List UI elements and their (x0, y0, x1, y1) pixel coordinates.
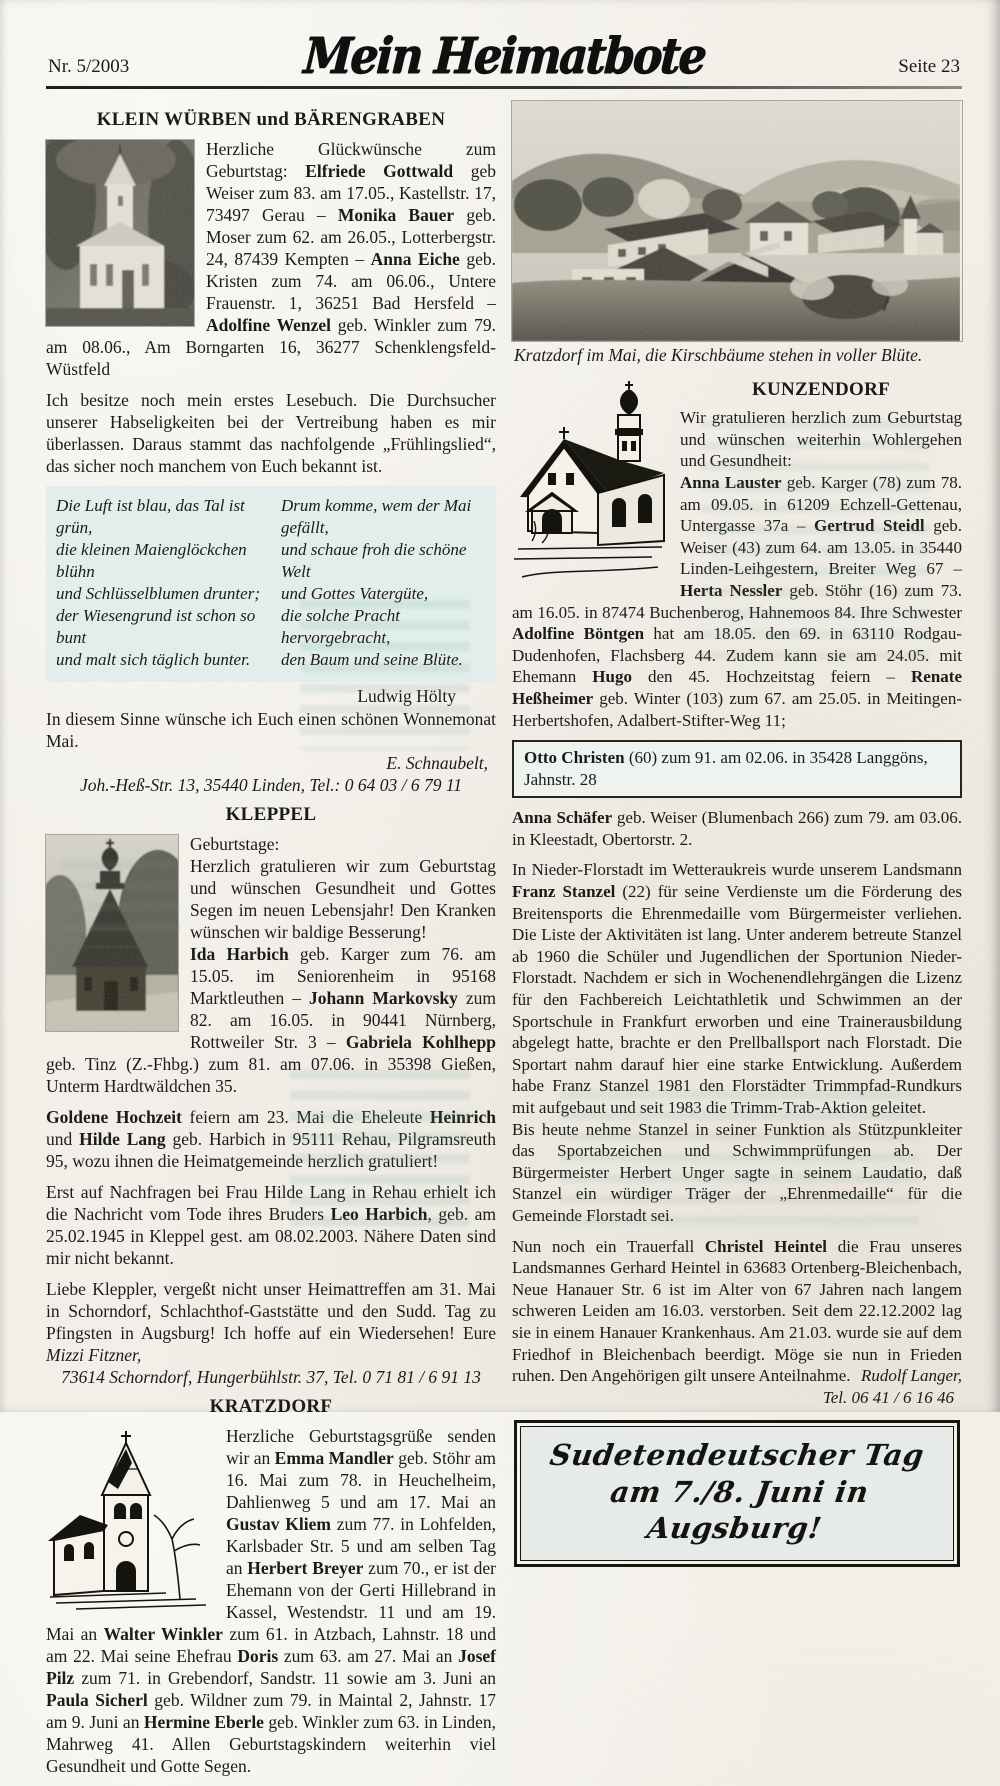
village-photo-kratzdorf (512, 101, 962, 341)
section-title-kunzendorf: KUNZENDORF (751, 378, 891, 400)
church-drawing-kratzdorf (46, 1427, 214, 1615)
franz-stanzel-paragraph-2: Bis heute nehme Stanzel in seiner Funktion als Stützpunkleiter das Sportabzeichen und Schwimmprüfungen ab. Der Bürgermeister Herbert Unger sagte in seinem Laudatio, daß Stanzel ein würdiger Träger der „Ehrenmedaille“ für die Gemeinde Florstadt sei. (512, 1119, 962, 1225)
obituary-phone: Tel. 06 41 / 6 16 46 (822, 1387, 954, 1407)
header-rule (46, 86, 962, 89)
otto-christen-text: Otto Christen (60) zum 91. am 02.06. in 35428 Langgöns, Jahnstr. 28 (524, 748, 928, 789)
signature-name: E. Schnaubelt, (386, 753, 488, 773)
left-column (46, 101, 496, 1786)
church-photo-klein-wuerben (46, 140, 194, 326)
banner-line-2: am 7./8. Juni in Augsburg! (608, 1474, 871, 1545)
issue-number: Nr. 5/2003 (48, 56, 130, 77)
kleppel-signature: 73614 Schorndorf, Hungerbühlstr. 37, Tel. 0 71 81 / 6 91 13 (61, 1367, 481, 1387)
church-drawing-kunzendorf (512, 381, 668, 595)
columns (46, 101, 962, 1786)
section-title-klein-wuerben: KLEIN WÜRBEN und BÄRENGRABEN (96, 109, 446, 130)
banner-inner (520, 1426, 954, 1561)
banner-line-1: Sudetendeutscher Tag (547, 1438, 927, 1473)
photo-caption: Kratzdorf im Mai, die Kirschbäume stehen in voller Blüte. (514, 345, 923, 365)
poem-author: Ludwig Hölty (357, 686, 456, 706)
anna-schaefer-paragraph: Anna Schäfer geb. Weiser (Blumenbach 266) zum 79. am 03.06. in Kleestadt, Obertorstr. 2. (512, 808, 962, 849)
golden-wedding-paragraph: Goldene Hochzeit feiern am 23. Mai die Eheleute Heinrich und Hilde Lang geb. Harbich in 95111 Rehau, Pilgramsreuth 95, wozu ihnen die Heimatgemeinde herzlich gratuliert! (46, 1107, 496, 1171)
right-column (512, 101, 962, 1786)
wish-line: In diesem Sinne wünsche ich Euch einen schönen Wonnemonat Mai. (46, 709, 496, 751)
poem-stanza-left: Die Luft ist blau, das Tal ist grün, die kleinen Maienglöckchen blühn und Schlüsselblumen drunter; der Wiesengrund ist schon so bunt und malt sich täglich bunter. (56, 496, 260, 669)
kratzdorf-birthday-paragraph: Herzliche Geburtstagsgrüße senden wir an Emma Mandler geb. Stöhr am 16. Mai zum 78. in Heuchelheim, Dahlienweg 5 und am 17. Mai an Gustav Kliem zum 77. in Lohfelden, Karlsbader Str. 5 und am selben Tag an Herbert Breyer zum 70., er ist der Ehemann von der Gerti Hillebrand in Kassel, Westendstr. 11 und am 19. Mai an Walter Winkler zum 61. in Atzbach, Lahnstr. 18 und am 22. Mai seine Ehefrau Doris zum 63. am 27. Mai an Josef Pilz zum 71. in Grebendorf, Sandstr. 11 sowie am 3. Juni an Paula Sicherl geb. Wildner zum 79. in Maintal 2, Jahnstr. 17 am 9. Juni an Hermine Eberle geb. Winkler zum 63. in Linden, Mahrweg 41. Allen Geburtstagskindern weiterhin viel Gesundheit und Gotte Segen. (46, 1426, 497, 1776)
section-title-kleppel: KLEPPEL (225, 804, 317, 825)
masthead-title: Mein Heimatbote (301, 27, 707, 86)
kleppel-meeting-paragraph: Liebe Kleppler, vergeßt nicht unser Heimattreffen am 31. Mai in Schorndorf, Schlachthof-Gaststätte und den Sudd. Tag zu Pfingsten in Augsburg! Ich hoffe auf ein Wiedersehen! Eure Mizzi Fitzner, (46, 1279, 496, 1365)
kleppel-names: Ida Harbich geb. Karger zum 76. am 15.05. im Seniorenheim in 95168 Marktleuthen – Johann Markovsky zum 82. am 16.05. in 90441 Nürnberg, Rottweiler Str. 3 – Gabriela Kohlhepp geb. Tinz (Z.-Fhbg.) zum 81. am 07.06. in 35398 Gießen, Unterm Hardtwäldchen 35. (46, 944, 497, 1096)
poem-stanza-right: Drum komme, wem der Mai gefällt, und schaue froh die schöne Welt und Gottes Vatergüte, die solche Pracht hervorgebracht, den Baum und seine Blüte. (281, 496, 472, 669)
franz-stanzel-paragraph-1: In Nieder-Florstadt im Wetteraukreis wurde unserem Landsmann Franz Stanzel (22) für seine Verdienste um die Förderung des Breitensports die Ehrenmedaille vom Bürgermeister verliehen. Die Liste der Aktivitäten ist lang. Unter anderem betreute Stanzel ab 1960 die Schüler und Jugendlichen der Sportunion Nieder-Florstadt. Nachdem er sich in Wochenendlehrgängen die Lizenz für den Fachbereich Leichtathletik und Schwimmen an der Sportschule in Frankfurt erworben und eine Trainerausbildung abgelegt hatte, brachte er den Prellballsport nach Florstadt. Die Sportart nahm darauf hier eine starke Entwicklung. Außerdem habe Franz Stanzel 1981 den Florstädter Trimmpfad-Rundkurs mit aufgebaut und seit 1983 die Trimm-Trab-Aktion geleitet. (512, 860, 962, 1117)
leo-harbich-paragraph: Erst auf Nachfragen bei Frau Hilde Lang in Rehau erhielt ich die Nachricht vom Tode ihres Bruders Leo Harbich, geb. am 25.02.1945 in Kleppel gest. am 08.02.2003. Nähere Daten sind mir nicht bekannt. (46, 1182, 496, 1268)
otto-christen-box (512, 740, 962, 798)
kunzendorf-names: Anna Lauster geb. Karger (78) zum 78. am 09.05. in 61209 Echzell-Gettenau, Untergasse 37a – Gertrud Steidl geb. Weiser (43) zum 64. am 13.05. in 35440 Linden-Leihgestern, Breiter Weg 67 – Herta Nessler geb. Stöhr (16) zum 73. am 16.05. in 87474 Buchenberog, Hahnemoos 84. Ihre Schwester Adolfine Böntgen hat am 18.05. den 69. in 63110 Rodgau-Dudenhofen, Flachsberg 44. Zudem kann sie am 24.05. mit Ehemann Hugo den 45. Hochzeitstag feiern – Renate Heßheimer geb. Winter (103) zum 67. am 25.05. in Meitingen-Herbertshofen, Adalbert-Stifter-Weg 11; (512, 472, 962, 730)
birthday-paragraph-klein-wuerben: Herzliche Glückwünsche zum Geburtstag: Elfriede Gottwald geb Weiser zum 83. am 17.05., Kastellstr. 17, 73497 Gerau – Monika Bauer geb. Moser zum 62. am 26.05., Lotterbergstr. 24, 87439 Kempten – Anna Eiche geb. Kristen zum 74. am 06.06., Untere Frauenstr. 1, 36251 Bad Hersfeld – Adolfine Wenzel geb. Winkler zum 79. am 08.06., Am Borngarten 16, 36277 Schenklengsfeld-Wüstfeld (46, 139, 497, 379)
page-number: Seite 23 (898, 56, 960, 77)
kunzendorf-intro: Wir gratulieren herzlich zum Geburtstag und wünschen weiterhin Wohlergehen und Gesundheit: (680, 408, 962, 471)
sudetendeutscher-tag-banner (514, 1420, 960, 1567)
chapel-photo-kleppel (46, 835, 178, 1031)
page-header (46, 26, 962, 86)
lesebuch-paragraph: Ich besitze noch mein erstes Lesebuch. Die Durchsucher unserer Habseligkeiten bei der Vertreibung haben es mir überlassen. Daraus stammt das nachfolgende „Frühlingslied“, das sicher noch manchem von Euch bekannt ist. (46, 390, 496, 476)
obituary-paragraph: Nun noch ein Trauerfall Christel Heintel die Frau unseres Landsmannes Gerhard Heintel in 63683 Ortenberg-Bleichenbach, Neue Hanauer Str. 6 ist im Alter von 67 Jahren nach langem schweren Leiden am 16.03. verstorben. Seit dem 22.12.2002 lag sie in einem Hanauer Krankenhaus. Am 21.03. wurde sie auf dem Friedhof in Bleichenbach beerdigt. Möge sie nun in Frieden ruhen. Den Angehörigen gilt unsere Anteilnahme. Rudolf Langer, (512, 1236, 963, 1386)
spring-poem (46, 486, 496, 682)
section-title-kratzdorf: KRATZDORF (209, 1396, 333, 1417)
kleppel-geburtstage-line: Geburtstage: (190, 834, 280, 854)
signature-address: Joh.-Heß-Str. 13, 35440 Linden, Tel.: 0 64 03 / 6 79 11 (79, 775, 463, 795)
kleppel-intro: Herzlich gratulieren wir zum Geburtstag und wünschen Gesundheit und Gottes Segen im neuen Lebensjahr! Den Kranken wünschen wir baldige Besserung! (190, 856, 496, 942)
